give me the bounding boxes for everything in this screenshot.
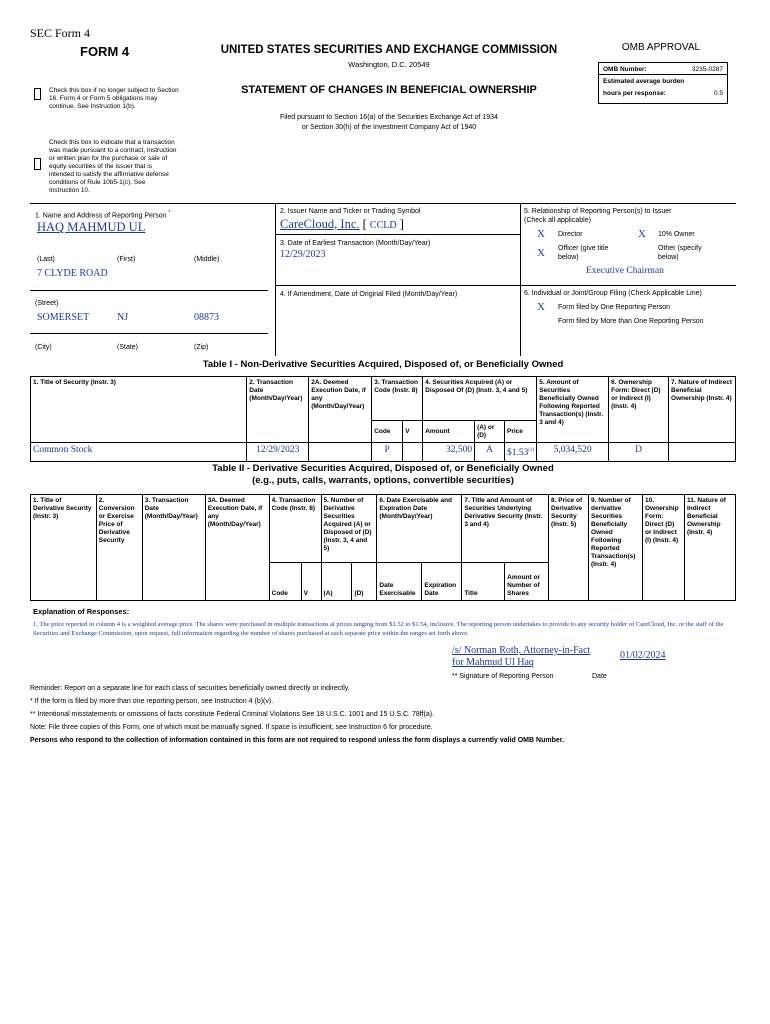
street-address: 7 CLYDE ROAD [37,268,108,279]
officer-mark[interactable]: X [537,247,545,259]
last-label: (Last) [37,256,55,263]
signature-date: 01/02/2024 [620,650,666,661]
city-value: SOMERSET [37,312,90,323]
t1-h4: 4. Securities Acquired (A) or Disposed Of (D) (Instr. 3, 4 and 5) [423,377,537,421]
t2-h9: 9. Number of derivative Securities Beneficially Owned Following Reported Transaction(s) (Instr. 4) [589,495,643,601]
t2-h5: 5. Number of Derivative Securities Acquired (A) or Disposed of (D) (Instr. 3, 4 and 5) [321,495,377,563]
reporting-person-name[interactable]: HAQ MAHMUD UL [37,220,146,234]
reporting-person-label: 1. Name and Address of Reporting Person * [35,210,171,220]
date-label: Date [592,673,607,680]
commission-title: UNITED STATES SECURITIES AND EXCHANGE COMMISSION [220,44,558,56]
t2-h11: 11. Nature of Indirect Beneficial Ownership (Instr. 4) [684,495,735,601]
filed-pursuant-line-1: Filed pursuant to Section 16(a) of the Securities Exchange Act of 1934 [280,114,498,121]
t2-h8: 8. Price of Derivative Security (Instr. 5) [549,495,589,601]
issuer-label: 2. Issuer Name and Ticker or Trading Symbol [280,208,421,215]
omb-title: OMB APPROVAL [621,42,701,53]
t1-row-price [504,443,536,462]
t1-row-code: P [372,443,403,462]
zip-label: (Zip) [194,344,209,351]
officer-title: Executive Chairman [586,266,664,276]
footer-note-1: * If the form is filed by more than one reporting person, see Instruction 4 (b)(v). [30,698,274,705]
t1-h2: 2. Transaction Date (Month/Day/Year) [247,377,309,443]
rule10b5-text: Check this box to indicate that a transaction was made pursuant to a contract, instruction or written plan for the purchase or sale of equity securities of the issuer that is intended to satisfy the affirmative defense conditions of Rule 10b5-1(c). See Instruction 10. [49,139,177,194]
section16-text: Check this box if no longer subject to Section 16. Form 4 or Form 5 obligations may continue. See Instruction 1(b). [49,87,179,110]
table1-title: Table I - Non-Derivative Securities Acquired, Disposed of, or Beneficially Owned [202,359,564,370]
sec-form-label: SEC Form 4 [30,26,91,40]
t2-h7: 7. Title and Amount of Securities Underlying Derivative Security (Instr. 3 and 4) [462,495,549,563]
commission-location: Washington, D.C. 20549 [348,60,430,69]
t1-amount: Amount [423,421,475,443]
t1-aord: (A) or (D) [475,421,505,443]
t1-h2a: 2A. Deemed Execution Date, if any (Month/Day/Year) [309,377,372,443]
issuer-name-link[interactable]: CareCloud, Inc. [280,217,360,231]
table2-subtitle: (e.g., puts, calls, warrants, options, convertible securities) [252,475,514,486]
ticker-symbol: CCLD [369,220,397,231]
t2-h1: 1. Title of Derivative Security (Instr. 3) [31,495,97,601]
rule10b5-checkbox[interactable] [34,158,41,170]
earliest-date-value: 12/29/2023 [280,249,326,260]
t1-row-title: Common Stock [31,443,247,462]
one-person-mark[interactable]: X [537,301,545,313]
signature-block [452,645,590,669]
omb-number-label: OMB Number: [603,66,647,73]
explanation-label: Explanation of Responses: [33,607,130,616]
t1-h3: 3. Transaction Code (Instr. 8) [372,377,423,421]
t2-expiration: Expiration Date [422,563,462,601]
omb-hours-label: hours per response: [603,90,666,97]
table1 [30,376,736,462]
earliest-date-label: 3. Date of Earliest Transaction (Month/Day/Year) [280,240,431,247]
table-row [31,443,736,462]
t2-v: V [301,563,321,601]
amendment-label: 4. If Amendment, Date of Original Filed (Month/Day/Year) [280,291,458,298]
t2-amount-shares: Amount or Number of Shares [505,563,549,601]
director-label: Director [558,231,583,238]
footer-note-4: Persons who respond to the collection of information contained in this form are not required to respond unless the form displays a currently valid OMB Number. [30,737,565,744]
relationship-sublabel: (Check all applicable) [524,217,591,224]
omb-burden-label: Estimated average burden [603,78,685,85]
t2-date-exercisable: Date Exercisable [377,563,422,601]
t1-code: Code [372,421,403,443]
t1-row-price-value: $1.53 [506,448,529,459]
signature-line-1: /s/ Norman Roth, Attorney-in-Fact [452,645,591,656]
other-label: Other (specify below) [658,245,702,261]
omb-number-value: 3235-0287 [691,66,723,73]
street-label: (Street) [35,300,59,307]
table2-title: Table II - Derivative Securities Acquired, Disposed of, or Beneficially Owned [212,463,554,474]
filed-pursuant [205,113,573,133]
t1-h6: 6. Ownership Form: Direct (D) or Indirect (I) (Instr. 4) [609,377,669,443]
ten-percent-owner-mark[interactable]: X [638,228,646,240]
footer-note-3: Note: File three copies of this Form, one of which must be manually signed. If space is insufficient, see Instruction 6 for procedure. [30,724,433,731]
t1-row-price-note[interactable]: (1) [528,448,535,453]
omb-hours-value: 0.5 [713,90,723,97]
t2-h6: 6. Date Exercisable and Expiration Date (Month/Day/Year) [377,495,462,563]
t2-title: Title [462,563,505,601]
issuer-name-row [280,217,404,232]
t1-price: Price [504,421,536,443]
ticker-open: [ [362,217,367,231]
t2-d: (D) [352,563,377,601]
ten-percent-owner-label: 10% Owner [658,231,695,238]
state-label: (State) [117,344,139,351]
footer-note-2: ** Intentional misstatements or omissions of facts constitute Federal Criminal Violations See 18 U.S.C. 1001 and 15 U.S.C. 78ff(a). [30,711,434,718]
t1-row-aord: A [475,443,505,462]
filing-label: 6. Individual or Joint/Group Filing (Check Applicable Line) [524,290,702,297]
t1-h1: 1. Title of Security (Instr. 3) [31,377,247,443]
first-label: (First) [117,256,136,263]
t1-row-owned: 5,034,520 [537,443,609,462]
t1-row-form: D [609,443,669,462]
signature-label: ** Signature of Reporting Person [452,673,554,680]
director-mark[interactable]: X [537,228,545,240]
t1-row-amount: 32,500 [423,443,475,462]
more-person-label: Form filed by More than One Reporting Person [558,318,704,325]
omb-box [598,62,728,104]
t2-h2: 2. Conversion or Exercise Price of Derivative Security [96,495,142,601]
city-label: (City) [35,344,52,351]
t2-h3a: 3A. Deemed Execution Date, if any (Month/Day/Year) [205,495,269,601]
t1-v: V [403,421,423,443]
table2-title-block [30,463,736,487]
zip-value: 08873 [194,312,219,323]
t2-h3: 3. Transaction Date (Month/Day/Year) [142,495,205,601]
state-value: NJ [117,312,129,323]
t2-a: (A) [321,563,352,601]
t1-row-date: 12/29/2023 [247,443,309,462]
t2-code: Code [269,563,301,601]
t2-h4: 4. Transaction Code (Instr. 8) [269,495,321,563]
ticker-close: ] [399,217,404,231]
explanation-note-1: 1. The price reported in column 4 is a weighted average price. The shares were purchased in multiple transactions at prices ranging from $1.52 to $1.54, inclusive. The reporting person undertakes to provide to any security holder of CareCloud, Inc. or the staff of the Securities and Exchange Commission, upon request, full information regarding the number of shares purchased at each separate price within the ranges set forth above. [33,621,724,637]
form-title: FORM 4 [80,44,130,59]
table2 [30,494,736,601]
signature-line-2: for Mahmud Ul Haq [452,657,534,668]
statement-title: STATEMENT OF CHANGES IN BENEFICIAL OWNERSHIP [241,84,537,96]
middle-label: (Middle) [194,256,220,263]
officer-label: Officer (give title below) [558,245,609,261]
t1-h5: 5. Amount of Securities Beneficially Owned Following Reported Transaction(s) (Instr. 3 and 4) [537,377,609,443]
one-person-label: Form filed by One Reporting Person [558,304,671,311]
filed-pursuant-line-2: or Section 30(h) of the Investment Company Act of 1940 [301,124,477,131]
section16-checkbox[interactable] [34,88,41,100]
t1-h7: 7. Nature of Indirect Beneficial Ownership (Instr. 4) [669,377,736,443]
relationship-label: 5. Relationship of Reporting Person(s) to Issuer [524,208,672,215]
t2-h10: 10. Ownership Form: Direct (D) or Indirect (I) (Instr. 4) [642,495,684,601]
footer-reminder: Reminder: Report on a separate line for each class of securities beneficially owned directly or indirectly. [30,685,350,692]
